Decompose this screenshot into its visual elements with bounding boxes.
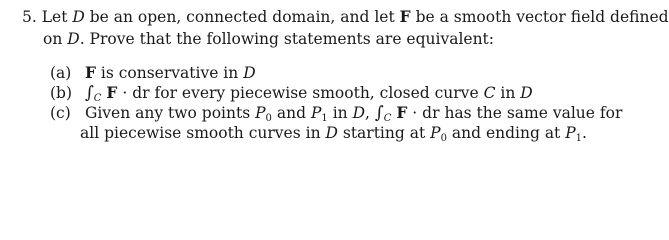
differential: dr <box>132 84 150 102</box>
differential: dr <box>422 104 440 122</box>
text: starting at <box>342 124 426 142</box>
item-c-continuation: all piecewise smooth curves in D starting at $P_0$ and ending at $P_1$. <box>80 124 587 144</box>
symbol-D: D <box>72 8 85 26</box>
symbol-F: F <box>396 103 408 122</box>
symbol-F: F <box>84 63 96 82</box>
symbol-P: P <box>430 124 441 142</box>
item-label: (a) <box>50 64 72 82</box>
text: . Prove that the following statements are equivalent: <box>79 30 495 48</box>
item-label: (c) <box>50 104 71 122</box>
text: and <box>276 104 306 122</box>
symbol-P: P <box>565 124 576 142</box>
problem-statement-line-1 <box>22 7 669 27</box>
integral-sign: ∫ <box>84 83 94 103</box>
integral-subscript: C <box>383 113 392 124</box>
problem-statement-line-2 <box>43 29 494 49</box>
symbol-F: F <box>399 7 411 26</box>
subscript: 0 <box>265 113 272 124</box>
subscript: 0 <box>440 133 447 144</box>
problem-number: 5. <box>22 8 37 26</box>
text: is conservative in <box>100 64 239 82</box>
subscript: 1 <box>575 133 583 144</box>
item-a <box>50 63 256 83</box>
integral-sign: ∫ <box>374 103 384 123</box>
item-c: (c) Given any two points $P_0$ and $P_1$ in D, $\int_C$ F · dr has the same value for <box>50 103 623 124</box>
text: on <box>43 30 63 48</box>
text: in <box>500 84 516 102</box>
symbol-D: D <box>67 30 80 48</box>
text: be a smooth vector field defined <box>415 8 669 26</box>
text: has the same value for <box>444 104 623 122</box>
dot-operator: · <box>412 104 418 122</box>
symbol-F: F <box>106 83 118 102</box>
dot-operator: · <box>122 84 128 102</box>
item-label: (b) <box>50 84 73 102</box>
symbol-P: P <box>310 104 322 122</box>
text: Given any two points <box>84 104 251 122</box>
integral-subscript: C <box>93 93 102 104</box>
text: and ending at <box>451 124 561 142</box>
symbol-P: P <box>255 104 266 122</box>
symbol-D: D <box>520 84 533 102</box>
symbol-D: D <box>352 104 366 122</box>
text: for every piecewise smooth, closed curve <box>154 84 479 102</box>
text: in <box>332 104 348 122</box>
symbol-D: D <box>325 124 338 142</box>
symbol-C: C <box>483 84 496 102</box>
text: be an open, connected domain, and let <box>89 8 395 26</box>
symbol-D: D <box>243 64 256 82</box>
text: all piecewise smooth curves in <box>80 124 321 142</box>
text: Let <box>41 8 68 26</box>
subscript: 1 <box>321 113 328 124</box>
